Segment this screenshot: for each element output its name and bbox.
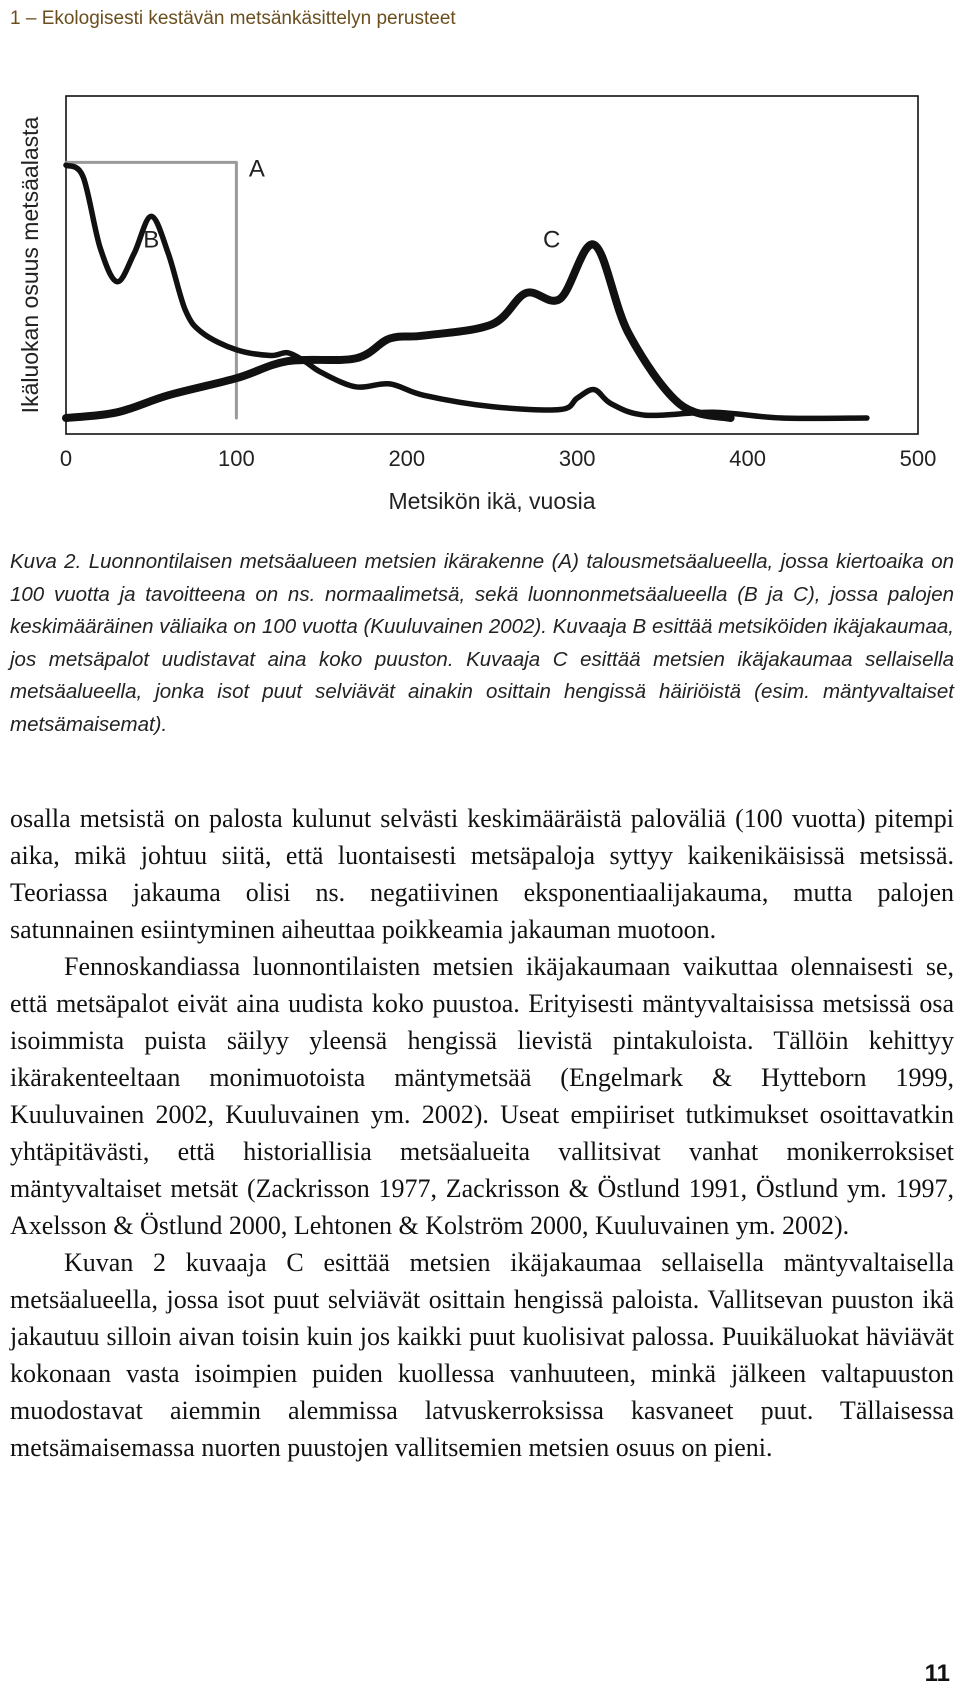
x-tick-label: 500 <box>899 446 937 471</box>
x-tick-label: 200 <box>388 446 426 471</box>
age-distribution-chart <box>0 78 960 528</box>
series-line-c <box>66 244 731 418</box>
series-labels <box>143 156 560 254</box>
series-label-b: B <box>143 226 160 254</box>
series-line-b <box>66 165 867 418</box>
series-label-a: A <box>248 155 265 183</box>
page-number: 11 <box>924 1660 950 1687</box>
running-header: 1 – Ekologisesti kestävän metsänkäsittelyn perusteet <box>10 8 456 29</box>
x-tick-label: 100 <box>218 446 255 471</box>
paragraph-1: osalla metsistä on palosta kulunut selvästi keskimääräistä paloväliä (100 vuotta) pitempi aika, mikä johtuu siitä, että luontaisesti metsäpaloja syttyy kaikenikäisissä metsissä. Teoriassa jakauma olisi ns. negatiivinen eksponentiaalijakauma, mutta palojen satunnainen esiintyminen aiheuttaa poikkeamia jakauman muotoon. <box>10 804 954 944</box>
series-label-c: C <box>542 226 561 254</box>
x-tick-label: 300 <box>558 446 596 471</box>
paragraph-3: Kuvan 2 kuvaaja C esittää metsien ikäjakaumaa sellaisella mäntyvaltaisella metsäalueella, jossa isot puut selviävät osittain hengissä paloista. Vallitsevan puuston ikä jakautuu silloin aivan toisin kuin jos kaikki puut kuolisivat palossa. Puuikäluokat häviävät kokonaan vasta isoimpien puiden kuollessa vanhuuteen, minkä jälkeen valtapuuston muodostavat aiemmin alemmissa latvuskerroksissa kasvaneet puut. Tällaisessa metsämaisemassa nuorten puustojen vallitsemien metsien osuus on pieni. <box>10 1248 954 1462</box>
series-layer <box>66 162 867 418</box>
paragraph-2: Fennoskandiassa luonnontilaisten metsien ikäjakaumaan vaikuttaa olennaisesti se, että metsäpalot eivät aina uudista koko puustoa. Erityisesti mäntyvaltaisissa metsissä osa isoimmista puista säilyy yleensä hengissä lievistä pintakuloista. Tällöin kehittyy ikärakenteeltaan monimuotoista mäntymetsää (Engelmark & Hytteborn 1999, Kuuluvainen 2002, Kuuluvainen ym. 2002). Useat empiiriset tutkimukset osoittavatkin yhtäpitävästi, että historiallisia metsäalueita vallitsivat vanhat monikerroksiset mäntyvaltaiset metsät (Zackrisson 1977, Zackrisson & Östlund 1991, Östlund ym. 1997, Axelsson & Östlund 2000, Lehtonen & Kolström 2000, Kuuluvainen ym. 2002). <box>10 952 954 1240</box>
body-text <box>10 800 954 1466</box>
figure-caption: Kuva 2. Luonnontilaisen metsäalueen metsien ikärakenne (A) talousmetsäalueella, jossa kiertoaika on 100 vuotta ja tavoitteena on ns. normaalimetsä, sekä luonnonmetsäalueella (B ja C), jossa palojen keskimääräinen väliaika on 100 vuotta (Kuuluvainen 2002). Kuvaaja B esittää metsiköiden ikäjakaumaa, jos metsäpalot uudistavat aina koko puuston. Kuvaaja C esittää metsien ikäjakaumaa sellaisella metsäalueella, jonka isot puut selviävät ainakin osittain hengissä häiriöistä (esim. mäntyvaltaiset metsämaisemat). <box>10 550 954 736</box>
x-tick-labels <box>60 446 936 471</box>
x-axis-label: Metsikön ikä, vuosia <box>388 488 596 514</box>
y-axis-label: Ikäluokan osuus metsäalasta <box>17 116 43 414</box>
x-tick-label: 400 <box>729 446 766 471</box>
plot-frame <box>66 96 918 434</box>
x-tick-label: 0 <box>59 446 73 471</box>
